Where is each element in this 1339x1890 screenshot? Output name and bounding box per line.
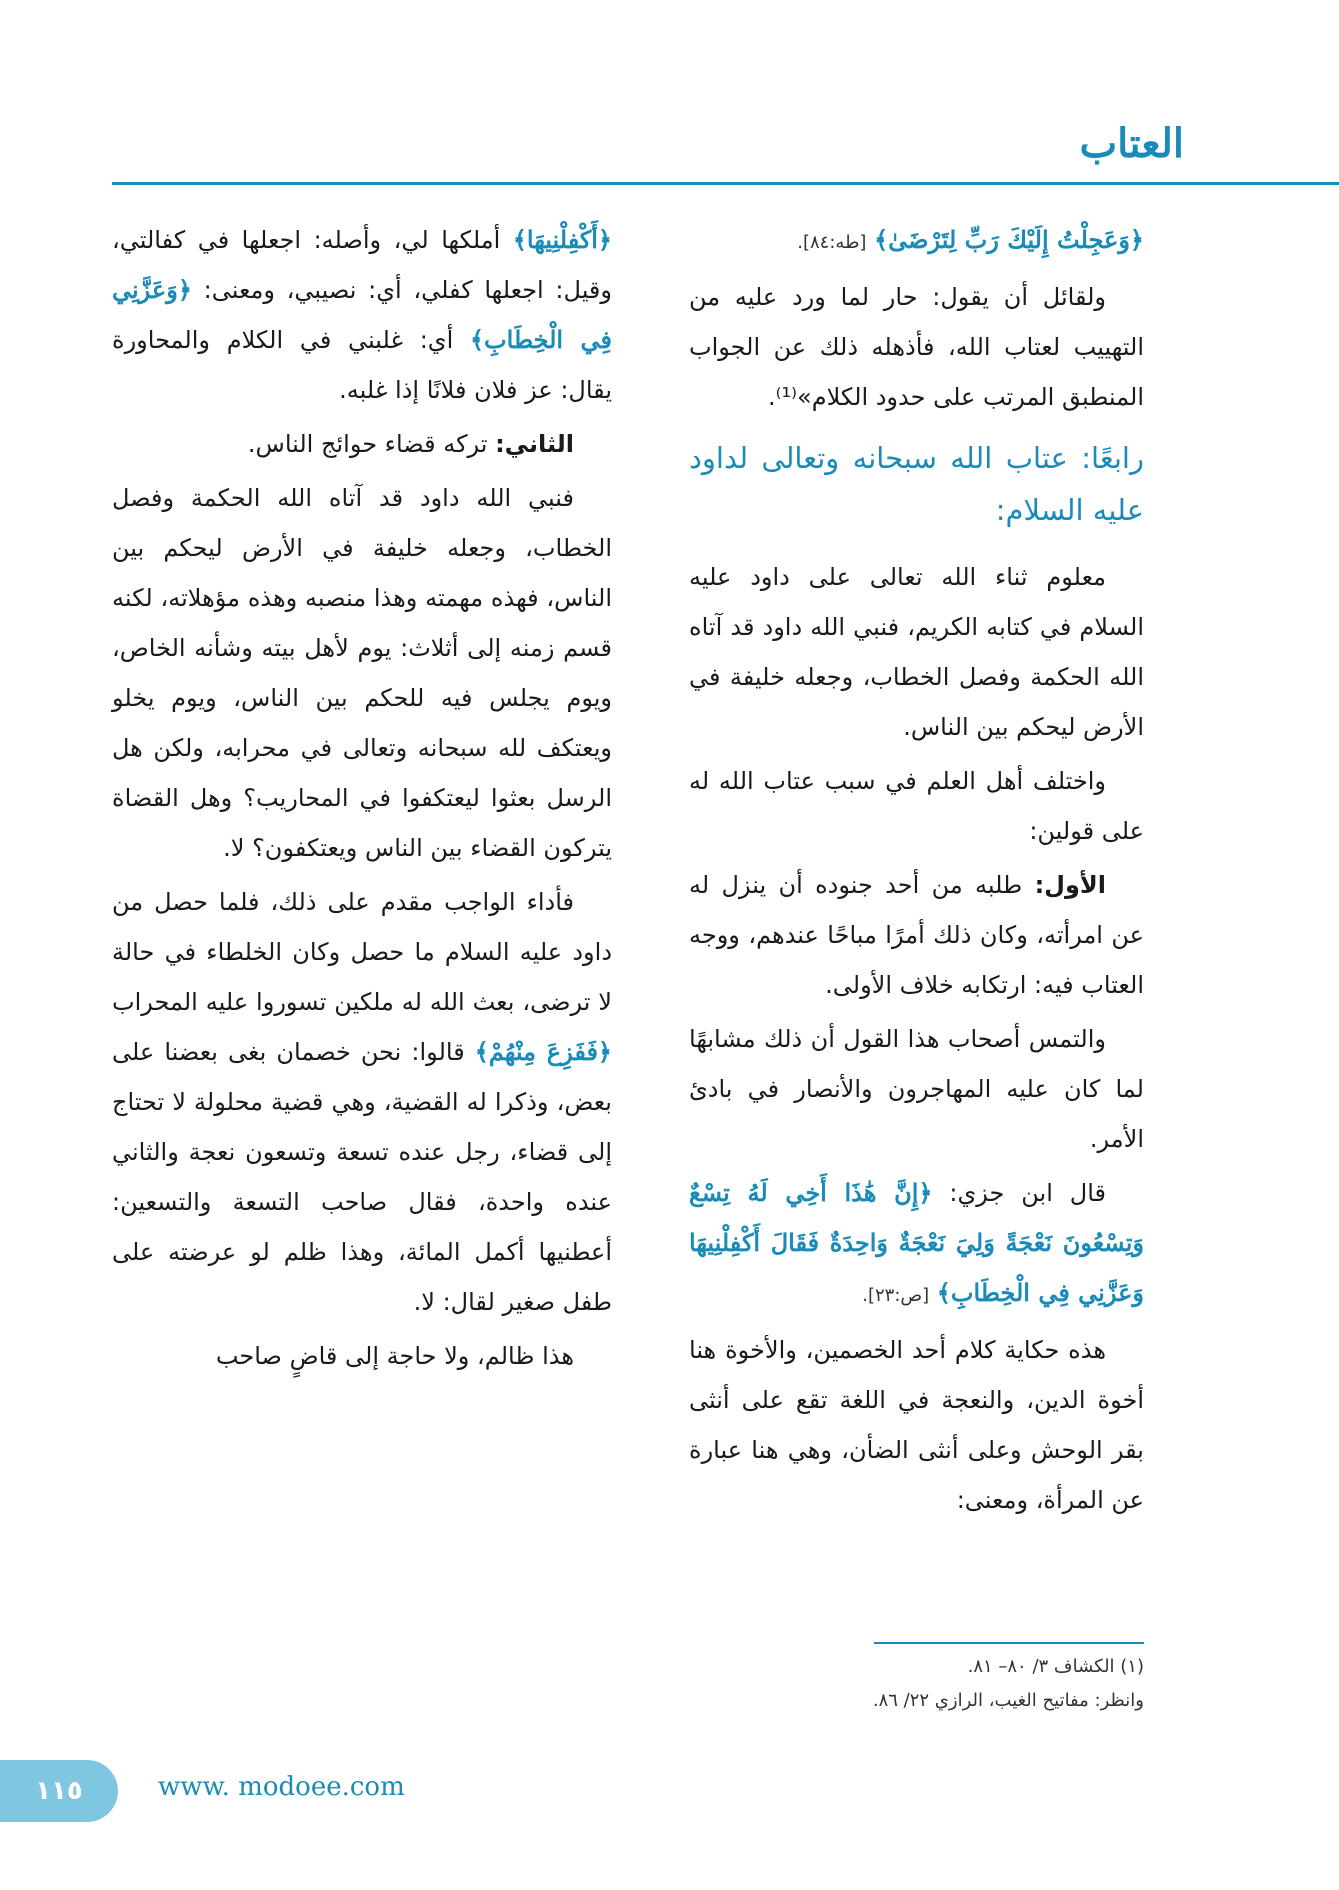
paragraph bbox=[112, 215, 612, 415]
right-column bbox=[689, 215, 1144, 1529]
paragraph bbox=[689, 860, 1144, 1010]
paragraph: واختلف أهل العلم في سبب عتاب الله له على قولين: bbox=[689, 767, 1144, 845]
quran-quote: ﴿وَعَزَّنِي فِي الْخِطَابِ﴾ bbox=[112, 275, 613, 354]
footnote: وانظر: مفاتيح الغيب، الرازي ٢٢/ ٨٦. bbox=[872, 1690, 1144, 1711]
point-text: تركه قضاء حوائج الناس. bbox=[247, 430, 488, 458]
paragraph: والتمس أصحاب هذا القول أن ذلك مشابهًا لما كان عليه المهاجرون والأنصار في بادئ الأمر. bbox=[689, 1025, 1144, 1153]
paragraph bbox=[689, 1168, 1144, 1321]
page-title: العتاب bbox=[1079, 120, 1184, 167]
page-number-badge: ١١٥ bbox=[0, 1760, 118, 1822]
point-label: الأول: bbox=[1034, 871, 1106, 899]
paragraph: معلوم ثناء الله تعالى على داود عليه السلام في كتابه الكريم، فنبي الله داود قد آتاه الله الحكمة وفصل الخطاب، وجعله خليفة في الأرض ليحكم بين الناس. bbox=[689, 563, 1144, 741]
quran-quote: ﴿وَعَجِلْتُ إِلَيْكَ رَبِّ لِتَرْضَىٰ﴾ bbox=[874, 225, 1144, 254]
paragraph: هذه حكاية كلام أحد الخصمين، والأخوة هنا أخوة الدين، والنعجة في اللغة تقع على أنثى بقر الوحش وعلى أنثى الضأن، وهي هنا عبارة عن المرأة، ومعنى: bbox=[689, 1336, 1144, 1514]
quran-quote: ﴿أَكْفِلْنِيهَا﴾ bbox=[512, 225, 612, 254]
verse-reference: [ص:٢٣]. bbox=[862, 1285, 930, 1306]
paragraph-text: أي: غلبني في الكلام والمحاورة يقال: عز فلان فلانًا إذا غلبه. bbox=[112, 326, 612, 404]
left-column bbox=[112, 215, 612, 1385]
paragraph bbox=[112, 877, 612, 1327]
footnote: (١) الكشاف ٣/ ٨٠– ٨١. bbox=[967, 1656, 1144, 1677]
paragraph bbox=[112, 419, 612, 469]
footnotes bbox=[689, 1650, 1144, 1718]
footnote-divider bbox=[874, 1642, 1144, 1644]
quran-quote: ﴿فَفَزِعَ مِنْهُمْ﴾ bbox=[474, 1037, 612, 1066]
quote-lead: قال ابن جزي: bbox=[949, 1179, 1107, 1207]
website-link[interactable]: www. modoee.com bbox=[158, 1772, 405, 1802]
section-heading: رابعًا: عتاب الله سبحانه وتعالى لداود عليه السلام: bbox=[689, 441, 1144, 527]
point-label: الثاني: bbox=[495, 430, 574, 458]
verse-reference: [طه:٨٤]. bbox=[797, 232, 867, 253]
paragraph: هذا ظالم، ولا حاجة إلى قاضٍ صاحب bbox=[215, 1342, 574, 1370]
paragraph: فنبي الله داود قد آتاه الله الحكمة وفصل الخطاب، وجعله خليفة في الأرض ليحكم بين الناس، فهذه مهمته وهذا منصبه وهذه مؤهلاته، لكنه قسم زمنه إلى أثلاث: يوم لأهل بيته وشأنه الخاص، ويوم يجلس فيه للحكم بين الناس، ويوم يخلو ويعتكف لله سبحانه وتعالى في محرابه، ولكن هل الرسل بعثوا ليعتكفوا في المحاريب؟ وهل القضاة يتركون القضاء بين الناس ويعتكفون؟ لا. bbox=[112, 484, 612, 862]
paragraph: ولقائل أن يقول: حار لما ورد عليه من التهييب لعتاب الله، فأذهله ذلك عن الجواب المنطبق المرتب على حدود الكلام»⁽¹⁾. bbox=[689, 283, 1144, 411]
point-text: طلبه من أحد جنوده أن ينزل له عن امرأته، وكان ذلك أمرًا مباحًا عندهم، ووجه العتاب فيه: ارتكابه خلاف الأولى. bbox=[689, 871, 1144, 999]
paragraph-text: فأداء الواجب مقدم على ذلك، فلما حصل من داود عليه السلام ما حصل وكان الخلطاء في حالة لا ترضى، بعث الله له ملكين تسوروا عليه المحراب bbox=[112, 888, 612, 1016]
paragraph bbox=[689, 215, 1144, 268]
header-divider bbox=[112, 182, 1339, 185]
quran-quote: ﴿إِنَّ هَٰذَا أَخِي لَهُ تِسْعٌ وَتِسْعُونَ نَعْجَةً وَلِيَ نَعْجَةٌ وَاحِدَةٌ فَقَالَ أَكْفِلْنِيهَا وَعَزَّنِي فِي الْخِطَابِ﴾ bbox=[689, 1178, 1144, 1307]
paragraph-text: أملكها لي، وأصله: اجعلها في كفالتي، وقيل: اجعلها كفلي، أي: نصيبي، ومعنى: bbox=[112, 226, 612, 304]
paragraph-text: قالوا: نحن خصمان بغى بعضنا على بعض، وذكرا له القضية، وهي قضية محلولة لا تحتاج إلى قضاء، رجل عنده تسعة وتسعون نعجة والثاني عنده واحدة، فقال صاحب التسعة والتسعين: أعطنيها أكمل المائة، وهذا ظلم لو عرضته على طفل صغير لقال: لا. bbox=[112, 1038, 612, 1316]
